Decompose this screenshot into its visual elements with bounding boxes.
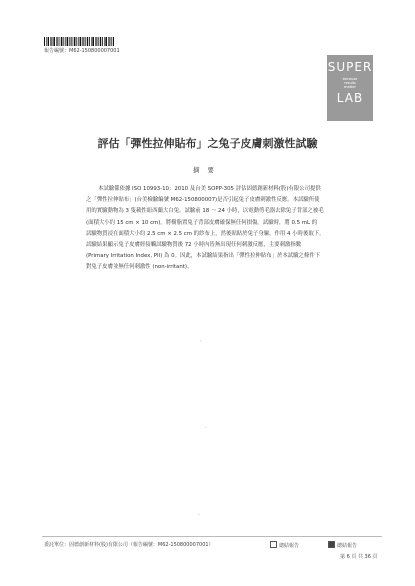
logo-tagline-line: results [344,81,356,85]
report-title: 評估「彈性拉伸貼布」之兔子皮膚刺激性試驗 [97,137,318,150]
scan-mark: - [205,425,207,431]
abstract-heading: 摘要 [193,166,222,174]
logo-bottom-text: LAB [336,91,364,105]
footer-applicant: 委託單位：固德創新材料(股)有限公司（報告編號：M62-150800007001） [44,542,214,548]
footer-option-unchecked [270,541,299,549]
super-lab-logo [327,55,373,121]
abstract-line: (面積大小約 15 cm × 10 cm)。將樹脂置兔子背部皮膚確保無任何損傷。試驗時，將 0.5 mL 的 [86,219,318,226]
abstract-line: (Primary Irritation Index, PII) 為 0。因此，本試驗結果指出「彈性拉伸貼布」於本試驗之條件下 [86,253,321,260]
page-number: 第 6 頁 共 36 頁 [340,554,378,560]
abstract-line: 之「彈性拉伸貼布」(台美檢驗編號 M62-150800007)是否引起兔子皮膚刺激性反應。本試驗所使 [86,197,320,204]
barcode [44,37,114,46]
footer-option-label: 總結報告 [279,543,300,549]
abstract-line: 試驗物質浸在面積大小約 2.5 cm × 2.5 cm 的紗布上，然後貼貼於兔子身軀，作用 4 小時後取下。 [86,230,325,237]
abstract-line: 本試驗係依據 ISO 10993-10：2010 及台美 SOPP-305 評估固德創新材料(股)有限公司提供 [98,186,321,192]
footer-divider [42,536,382,537]
logo-top-text: SUPER [327,60,373,74]
abstract-line: 試驗結果顯示兔子皮膚經接觸試驗物質後 72 小時內皆無出現任何刺激反應，主要刺激指數 [86,242,302,249]
footer-option-checked [328,541,357,549]
abstract-line: 用的實驗動物為 3 隻載性紐西蘭大白兔。試驗前 18 ～ 24 小時，以電動剪毛器去除兔子背部之被毛 [86,208,324,215]
logo-tagline-line: because [342,77,358,81]
report-code: 報告編號：M62-150800007001 [44,48,120,54]
checkbox-filled-icon [328,541,335,548]
logo-tagline [327,77,373,89]
scan-mark: - [198,512,200,518]
scan-mark: - [200,338,202,344]
abstract-line: 對兔子皮膚並無任何刺激性 (non-irritant)。 [86,264,193,271]
logo-tagline-line: matter [344,85,356,89]
checkbox-empty-icon [270,541,277,548]
abstract-body [86,184,331,274]
footer-option-label: 總結報告 [337,543,358,549]
